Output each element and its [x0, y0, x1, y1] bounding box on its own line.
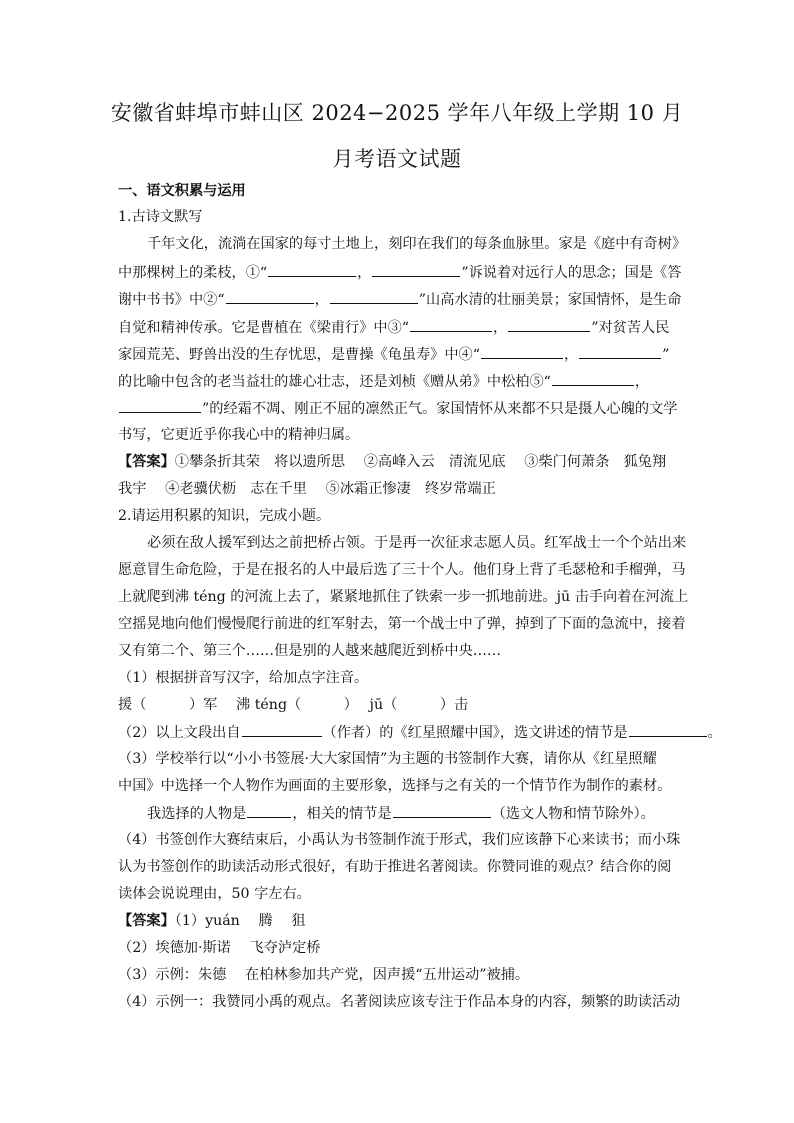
answer-blank[interactable] [242, 722, 322, 737]
q1-text: ， [634, 374, 650, 390]
q1-answer-line [118, 452, 666, 472]
q1-text-line [118, 344, 669, 365]
q1-text-line: 书写，它更近乎你我心中的精神归属。 [118, 427, 360, 443]
answer-blank[interactable] [119, 398, 201, 413]
sub-question-2 [118, 722, 722, 743]
answer-blank[interactable] [481, 344, 563, 359]
q1-text-line [118, 371, 649, 392]
q2-text: （选文人物和情节除外）。 [491, 806, 655, 822]
answer-blank[interactable] [330, 289, 418, 304]
q2-passage-line: 上就爬到沸 téng 的河流上去了，紧紧地抓住了铁索一步一抓地前进。jū 击手向着在河流上 [118, 589, 689, 605]
q2-answer-text: （1）yuán 腾 狙 [174, 913, 306, 929]
q1-text: 中那棵树上的柔枝，①“ [118, 265, 268, 281]
q1-text: 谢中书书》中②“ [118, 292, 225, 308]
q2-passage-line: 空摇晃地向他们慢慢爬行前进的红军射去，第一个战士中了弹，掉到了下面的急流中，接着 [118, 616, 686, 632]
q1-text-line [118, 317, 669, 338]
question-2-label: 2.请运用积累的知识，完成小题。 [118, 508, 331, 524]
answer-blank[interactable] [247, 803, 291, 818]
q1-text: 家园荒芜、野兽出没的生存忧思，是曹操《龟虽寿》中④“ [118, 347, 480, 363]
sub-question-4: 读体会说说理由，50 字左右。 [118, 886, 311, 902]
page-title-line2: 月考语文试题 [332, 147, 462, 171]
q1-text: ”诉说着对远行人的思念；国是《答 [461, 265, 682, 281]
q1-text-line [118, 262, 681, 283]
sub-question-3: （3）学校举行以“小小书签展·大大家国情”为主题的书签制作大赛，请你从《红星照耀 [118, 751, 657, 767]
q1-text: ”的经霜不凋、刚正不屈的凛然正气。家国情怀从来都不只是摄人心魄的文学 [202, 401, 678, 417]
q2-text: （2）以上文段出自 [118, 725, 241, 741]
q1-text: ， [563, 347, 579, 363]
answer-label: 【答案】 [118, 913, 175, 929]
answer-blank[interactable] [372, 262, 460, 277]
answer-blank[interactable] [508, 317, 590, 332]
q2-text: 。 [707, 725, 722, 741]
sub-question-3: 中国》中选择一个人物作为画面的主要形象，选择与之有关的一个情节作为制作的素材。 [118, 778, 672, 794]
q1-text-line [118, 398, 677, 419]
section-heading: 一、语文积累与运用 [118, 183, 246, 199]
question-1-label: 1.古诗文默写 [118, 209, 203, 225]
q1-text: ”对贫苦人民 [591, 320, 670, 336]
answer-blank[interactable] [579, 344, 661, 359]
q2-answer-line: （2）埃德加·斯诺 飞夺泸定桥 [118, 940, 321, 956]
q1-text-line: 千年文化，流淌在国家的每寸土地上，刻印在我们的每条血脉里。家是《庭中有奇树》 [147, 236, 687, 252]
q1-text: 自觉和精神传承。它是曹植在《梁甫行》中③“ [118, 320, 410, 336]
q1-text: 的比喻中包含的老当益壮的雄心壮志，还是刘桢《赠从弟》中松柏⑤“ [118, 374, 551, 390]
sub-question-4: （4）书签创作大赛结束后，小禹认为书签制作流于形式，我们应该静下心来读书；而小珠 [118, 832, 681, 848]
sub-question-1: （1）根据拼音写汉字，给加点字注音。 [118, 670, 369, 686]
q1-text: ” [662, 347, 670, 363]
page-title-line1: 安徽省蚌埠市蚌山区 2024−2025 学年八年级上学期 10 月 [110, 101, 684, 125]
q1-text: ， [493, 320, 508, 336]
q2-text: 我选择的人物是 [147, 806, 247, 822]
q2-answer-line: （4）示例一：我赞同小禹的观点。名著阅读应该专注于作品本身的内容，频繁的助读活动 [118, 994, 681, 1010]
q2-text: ，相关的情节是 [292, 806, 392, 822]
q2-answer-line [118, 911, 306, 931]
q1-text: ”山高水清的壮丽美景；家国情怀，是生命 [418, 292, 682, 308]
q1-text: ， [357, 265, 372, 281]
sub-question-3-fill [147, 803, 655, 824]
sub-question-1-blanks: 援（ ）军 沸 téng（ ） jū（ ）击 [118, 697, 469, 713]
answer-label: 【答案】 [118, 454, 175, 470]
answer-blank[interactable] [552, 371, 634, 386]
q1-answer-line: 我宇 ④老骥伏枥 志在千里 ⑤冰霜正惨凄 终岁常端正 [118, 481, 496, 497]
q2-passage-line: 又有第二个、第三个……但是别的人越来越爬近到桥中央…… [118, 643, 502, 659]
answer-blank[interactable] [268, 262, 356, 277]
q1-answer-text: ①攀条折其荣 将以遗所思 ②高峰入云 清流见底 ③柴门何萧条 狐兔翔 [174, 454, 667, 470]
answer-blank[interactable] [226, 289, 314, 304]
answer-blank[interactable] [410, 317, 492, 332]
q2-answer-line: （3）示例：朱德 在柏林参加共产党，因声援“五卅运动”被捕。 [118, 967, 530, 983]
answer-blank[interactable] [629, 722, 707, 737]
q1-text: ， [314, 292, 329, 308]
q2-passage-line: 愿意冒生命危险，于是在报名的人中最后选了三十个人。他们身上背了毛瑟枪和手榴弹，马 [118, 562, 686, 578]
q2-text: （作者）的《红星照耀中国》，选文讲述的情节是 [322, 725, 628, 741]
q2-passage-line: 必须在敌人援军到达之前把桥占领。于是再一次征求志愿人员。红军战士一个个站出来 [147, 535, 687, 551]
sub-question-4: 认为书签创作的助读活动形式很好，有助于推进名著阅读。你赞同谁的观点？结合你的阅 [118, 859, 672, 875]
q1-text-line [118, 289, 681, 310]
answer-blank[interactable] [393, 803, 491, 818]
